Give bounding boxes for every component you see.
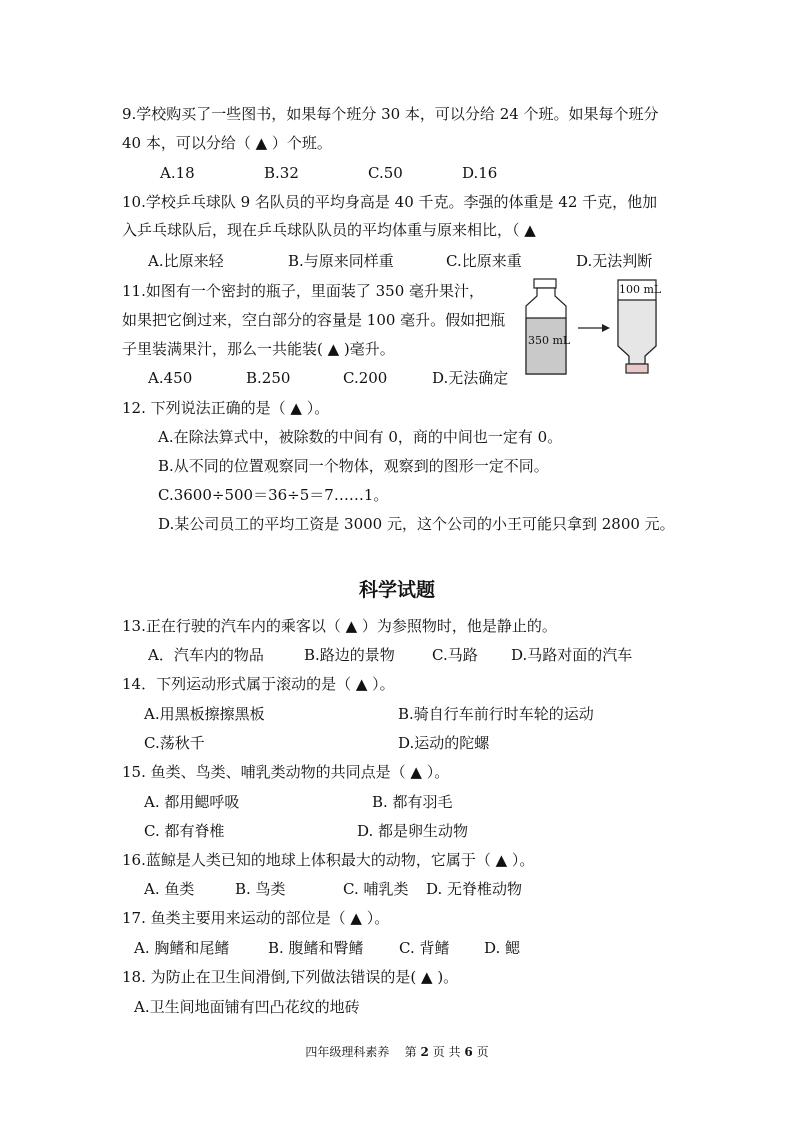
option-c: C. 都有脊椎 bbox=[144, 822, 225, 840]
option-b: B.250 bbox=[246, 369, 291, 387]
page-footer bbox=[0, 1043, 794, 1060]
option-a: A.卫生间地面铺有凹凸花纹的地砖 bbox=[134, 998, 360, 1016]
footer-p1: 第 bbox=[404, 1045, 417, 1059]
footer-p4: 页 bbox=[476, 1045, 489, 1059]
option-c: C. 哺乳类 bbox=[343, 880, 409, 898]
question-17-line-1: 17. 鱼类主要用来运动的部位是（ ▲ ）。 bbox=[122, 909, 390, 927]
question-16-line-1: 16.蓝鲸是人类已知的地球上体积最大的动物，它属于（ ▲ ）。 bbox=[122, 851, 535, 869]
option-d: D.马路对面的汽车 bbox=[511, 646, 633, 664]
option-c: C.50 bbox=[368, 164, 403, 182]
question-15-line-1: 15. 鱼类、鸟类、哺乳类动物的共同点是（ ▲ ）。 bbox=[122, 763, 450, 781]
section-title: 科学试题 bbox=[358, 579, 435, 601]
option-a: A. 鱼类 bbox=[144, 880, 195, 898]
question-12-line-1: 12. 下列说法正确的是（ ▲ ）。 bbox=[122, 399, 330, 417]
option-a: A.比原来轻 bbox=[148, 252, 224, 270]
footer-total-pages: 6 bbox=[464, 1045, 473, 1059]
option-d: D.运动的陀螺 bbox=[398, 734, 490, 752]
option-d: D. 都是卵生动物 bbox=[357, 822, 469, 840]
question-9-line-1: 9.学校购买了一些图书，如果每个班分 30 本，可以分给 24 个班。如果每个班分 bbox=[122, 105, 659, 123]
question-10-line-1: 10.学校乒乓球队 9 名队员的平均身高是 40 千克。李强的体重是 42 千克，他加 bbox=[122, 193, 658, 211]
option-a: A. 胸鳍和尾鳍 bbox=[134, 939, 230, 957]
option-d: D.无法确定 bbox=[432, 369, 509, 387]
option-c: C.马路 bbox=[432, 646, 478, 664]
option-c: C. 背鳍 bbox=[399, 939, 450, 957]
option-d: D.16 bbox=[462, 164, 498, 182]
option-b: B.32 bbox=[264, 164, 299, 182]
question-18-line-1: 18. 为防止在卫生间滑倒,下列做法错误的是( ▲ )。 bbox=[122, 968, 459, 986]
option-a: A. 都用鳃呼吸 bbox=[144, 793, 240, 811]
option-c: C.200 bbox=[343, 369, 388, 387]
question-11-line-3: 子里装满果汁，那么一共能装( ▲ )毫升。 bbox=[122, 340, 395, 358]
option-b: B. 腹鳍和臀鳍 bbox=[268, 939, 364, 957]
footer-p3: 共 bbox=[448, 1045, 461, 1059]
option-b: B.路边的景物 bbox=[304, 646, 395, 664]
footer-prefix: 四年级理科素养 bbox=[305, 1045, 390, 1059]
option-d: D. 无脊椎动物 bbox=[426, 880, 523, 898]
footer-p2: 页 bbox=[432, 1045, 445, 1059]
question-10-line-2: 入乒乓球队后，现在乒乓球队队员的平均体重与原来相比，（ ▲ bbox=[122, 221, 536, 239]
option-c: C.荡秋千 bbox=[144, 734, 205, 752]
option-d: D. 鳃 bbox=[484, 939, 521, 957]
option-b: B. 都有羽毛 bbox=[372, 793, 453, 811]
option-a: A.18 bbox=[160, 164, 195, 182]
question-11-line-1: 11.如图有一个密封的瓶子，里面装了 350 毫升果汁， bbox=[122, 282, 485, 300]
option-c: C.比原来重 bbox=[446, 252, 522, 270]
option-a: A.在除法算式中，被除数的中间有 0，商的中间也一定有 0。 bbox=[158, 428, 563, 446]
option-b: B.骑自行车前行时车轮的运动 bbox=[398, 705, 594, 723]
option-b: B.与原来同样重 bbox=[288, 252, 394, 270]
question-11-line-2: 如果把它倒过来，空白部分的容量是 100 毫升。假如把瓶 bbox=[122, 311, 506, 329]
option-a: A．汽车内的物品 bbox=[148, 646, 264, 664]
option-c: C.3600÷500＝36÷5＝7……1。 bbox=[158, 486, 389, 504]
question-13-line-1: 13.正在行驶的汽车内的乘客以（ ▲ ）为参照物时，他是静止的。 bbox=[122, 617, 557, 635]
question-14-line-1: 14．下列运动形式属于滚动的是（ ▲ ）。 bbox=[122, 675, 395, 693]
bottle-figure bbox=[522, 278, 667, 382]
option-b: B.从不同的位置观察同一个物体，观察到的图形一定不同。 bbox=[158, 457, 549, 475]
option-a: A.450 bbox=[148, 369, 193, 387]
option-d: D.某公司员工的平均工资是 3000 元，这个公司的小王可能只拿到 2800 元。 bbox=[158, 515, 675, 533]
bottle-label-100: 100 mL bbox=[619, 283, 662, 296]
footer-page-number: 2 bbox=[420, 1045, 429, 1059]
bottle-label-350: 350 mL bbox=[528, 334, 571, 347]
option-b: B. 鸟类 bbox=[235, 880, 286, 898]
option-a: A.用黑板擦擦黑板 bbox=[144, 705, 265, 723]
question-9-line-2: 40 本，可以分给（ ▲ ）个班。 bbox=[122, 134, 332, 152]
bottle-diagram bbox=[522, 278, 667, 378]
option-d: D.无法判断 bbox=[576, 252, 653, 270]
